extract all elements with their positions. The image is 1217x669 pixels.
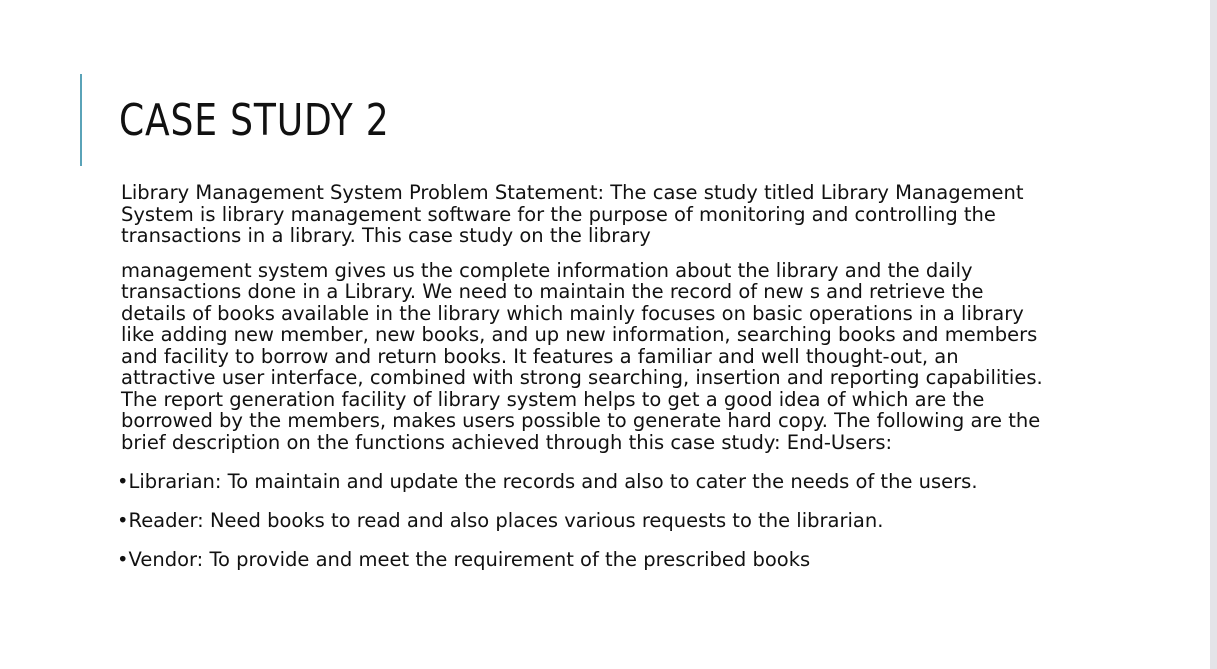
paragraph-line: like adding new member, new books, and up new information, searching books and members bbox=[121, 323, 1038, 346]
paragraph-line: Library Management System Problem Statement: The case study titled Library Management bbox=[121, 181, 1024, 204]
paragraph-problem-statement bbox=[121, 182, 1081, 247]
bullet-reader bbox=[117, 510, 1081, 532]
bullet-text: Vendor: To provide and meet the requirement of the prescribed books bbox=[128, 548, 811, 571]
bullet-dot-icon: • bbox=[117, 509, 129, 532]
paragraph-description bbox=[121, 260, 1081, 454]
bullet-text: Reader: Need books to read and also places various requests to the librarian. bbox=[128, 509, 884, 532]
bullet-librarian bbox=[117, 471, 1081, 493]
bullet-dot-icon: • bbox=[117, 470, 129, 493]
paragraph-line: transactions in a library. This case study on the library bbox=[121, 224, 651, 247]
paragraph-line: attractive user interface, combined with strong searching, insertion and reporting capabilities. bbox=[121, 366, 1043, 389]
paragraph-line: transactions done in a Library. We need to maintain the record of new s and retrieve the bbox=[121, 280, 984, 303]
bullet-vendor bbox=[117, 549, 1081, 571]
paragraph-line: System is library management software for the purpose of monitoring and controlling the bbox=[121, 202, 996, 226]
paragraph-line: and facility to borrow and return books. It features a familiar and well thought-out, an bbox=[121, 344, 959, 368]
slide-title: CASE STUDY 2 bbox=[119, 95, 390, 146]
paragraph-line: management system gives us the complete information about the library and the daily bbox=[121, 258, 973, 282]
window-edge bbox=[1210, 0, 1217, 669]
paragraph-line: brief description on the functions achieved through this case study: End-Users: bbox=[121, 430, 893, 454]
paragraph-line: details of books available in the library which mainly focuses on basic operations in a library bbox=[121, 301, 1024, 325]
slide-body bbox=[117, 181, 1081, 588]
paragraph-line: The report generation facility of library system helps to get a good idea of which are the bbox=[121, 387, 985, 411]
title-accent-bar bbox=[80, 74, 82, 166]
bullet-text: Librarian: To maintain and update the records and also to cater the needs of the users. bbox=[128, 470, 978, 493]
paragraph-line: borrowed by the members, makes users possible to generate hard copy. The following are the bbox=[121, 409, 1041, 432]
bullet-dot-icon: • bbox=[117, 548, 129, 571]
